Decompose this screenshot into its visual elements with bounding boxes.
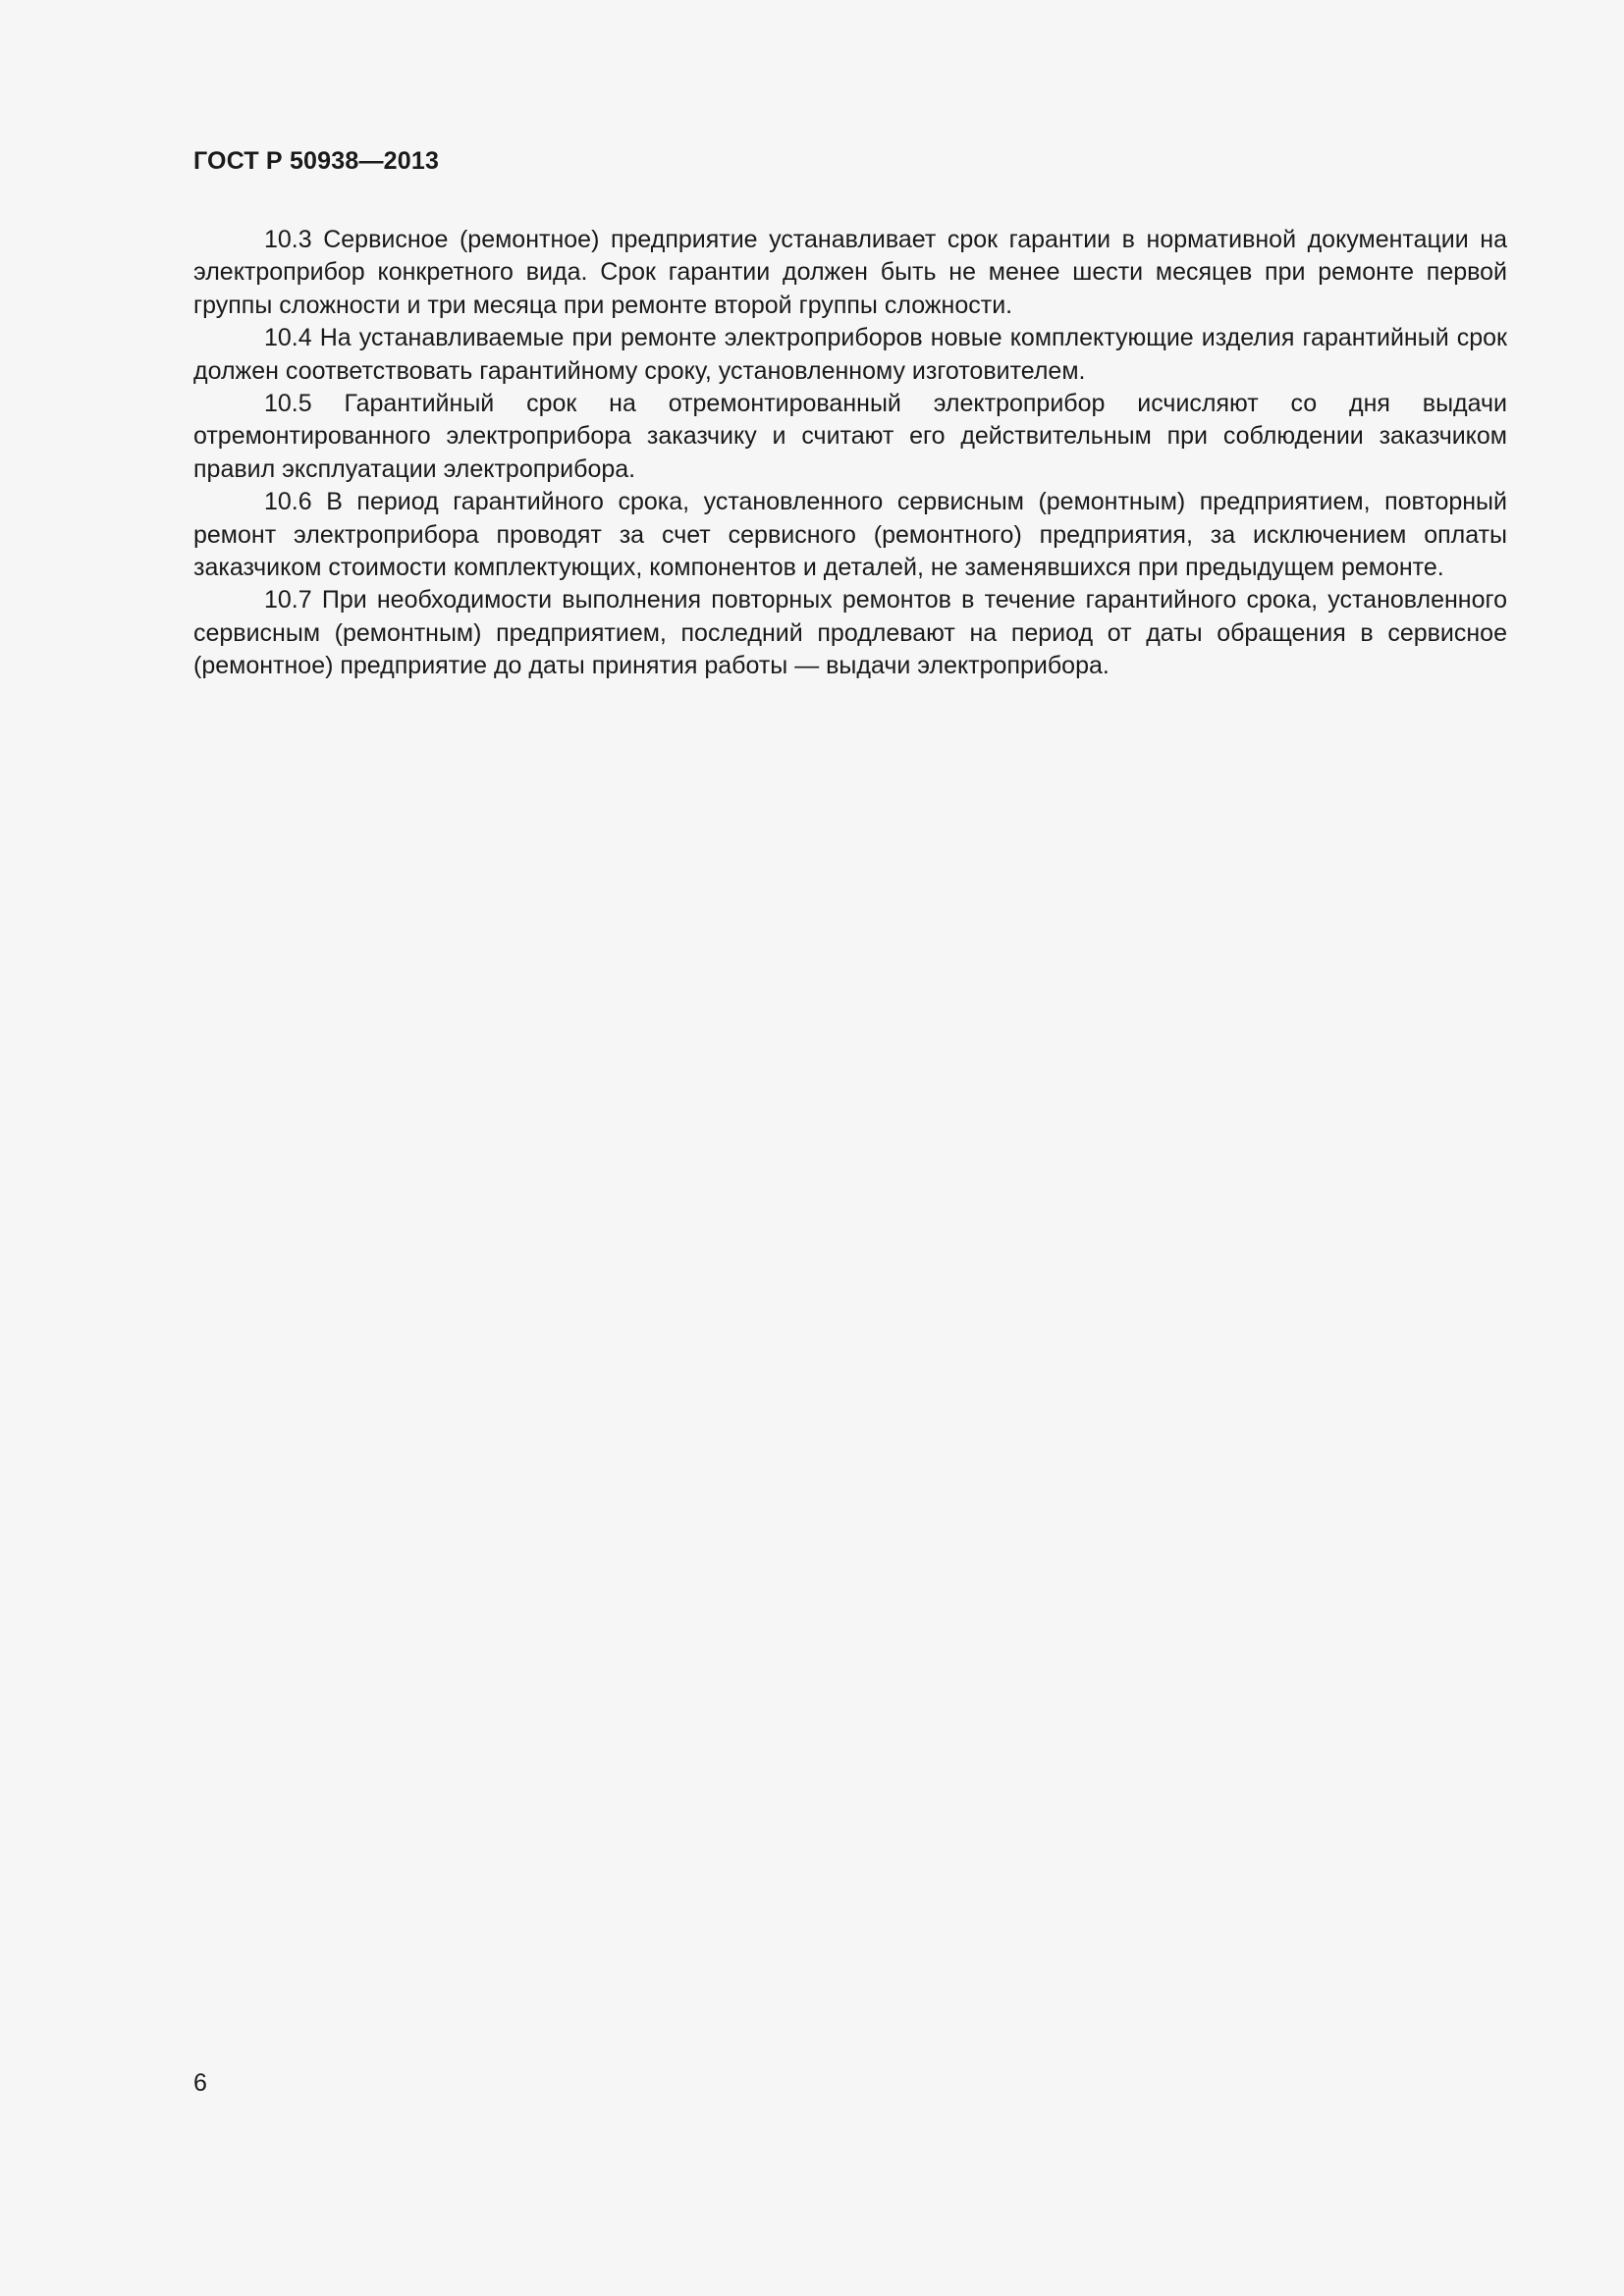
paragraph-10-6: 10.6 В период гарантийного срока, установленного сервисным (ремонтным) предприятием, повторный ремонт электроприбора проводят за счет сервисного (ремонтного) предприятия, за исключением оплаты заказчиком стоимости комплектующих, компонентов и деталей, не заменявшихся при предыдущем ремонте. bbox=[193, 488, 1507, 582]
document-body bbox=[193, 224, 1507, 683]
standard-code-header: ГОСТ Р 50938—2013 bbox=[193, 147, 440, 175]
page-number: 6 bbox=[193, 2069, 207, 2097]
paragraph-10-5: 10.5 Гарантийный срок на отремонтированный электроприбор исчисляют со дня выдачи отремонтированного электроприбора заказчику и считают его действительным при соблюдении заказчиком правил эксплуатации электроприбора. bbox=[193, 390, 1507, 483]
paragraph-10-3: 10.3 Сервисное (ремонтное) предприятие устанавливает срок гарантии в нормативной документации на электроприбор конкретного вида. Срок гарантии должен быть не менее шести месяцев при ремонте первой группы сложности и три месяца при ремонте второй группы сложности. bbox=[193, 226, 1507, 319]
paragraph-10-4: 10.4 На устанавливаемые при ремонте электроприборов новые комплектующие изделия гарантийный срок должен соответствовать гарантийному сроку, установленному изготовителем. bbox=[193, 324, 1507, 385]
paragraph-10-7: 10.7 При необходимости выполнения повторных ремонтов в течение гарантийного срока, установленного сервисным (ремонтным) предприятием, последний продлевают на период от даты обращения в сервисное (ремонтное) предприятие до даты принятия работы — выдачи электроприбора. bbox=[193, 586, 1507, 680]
